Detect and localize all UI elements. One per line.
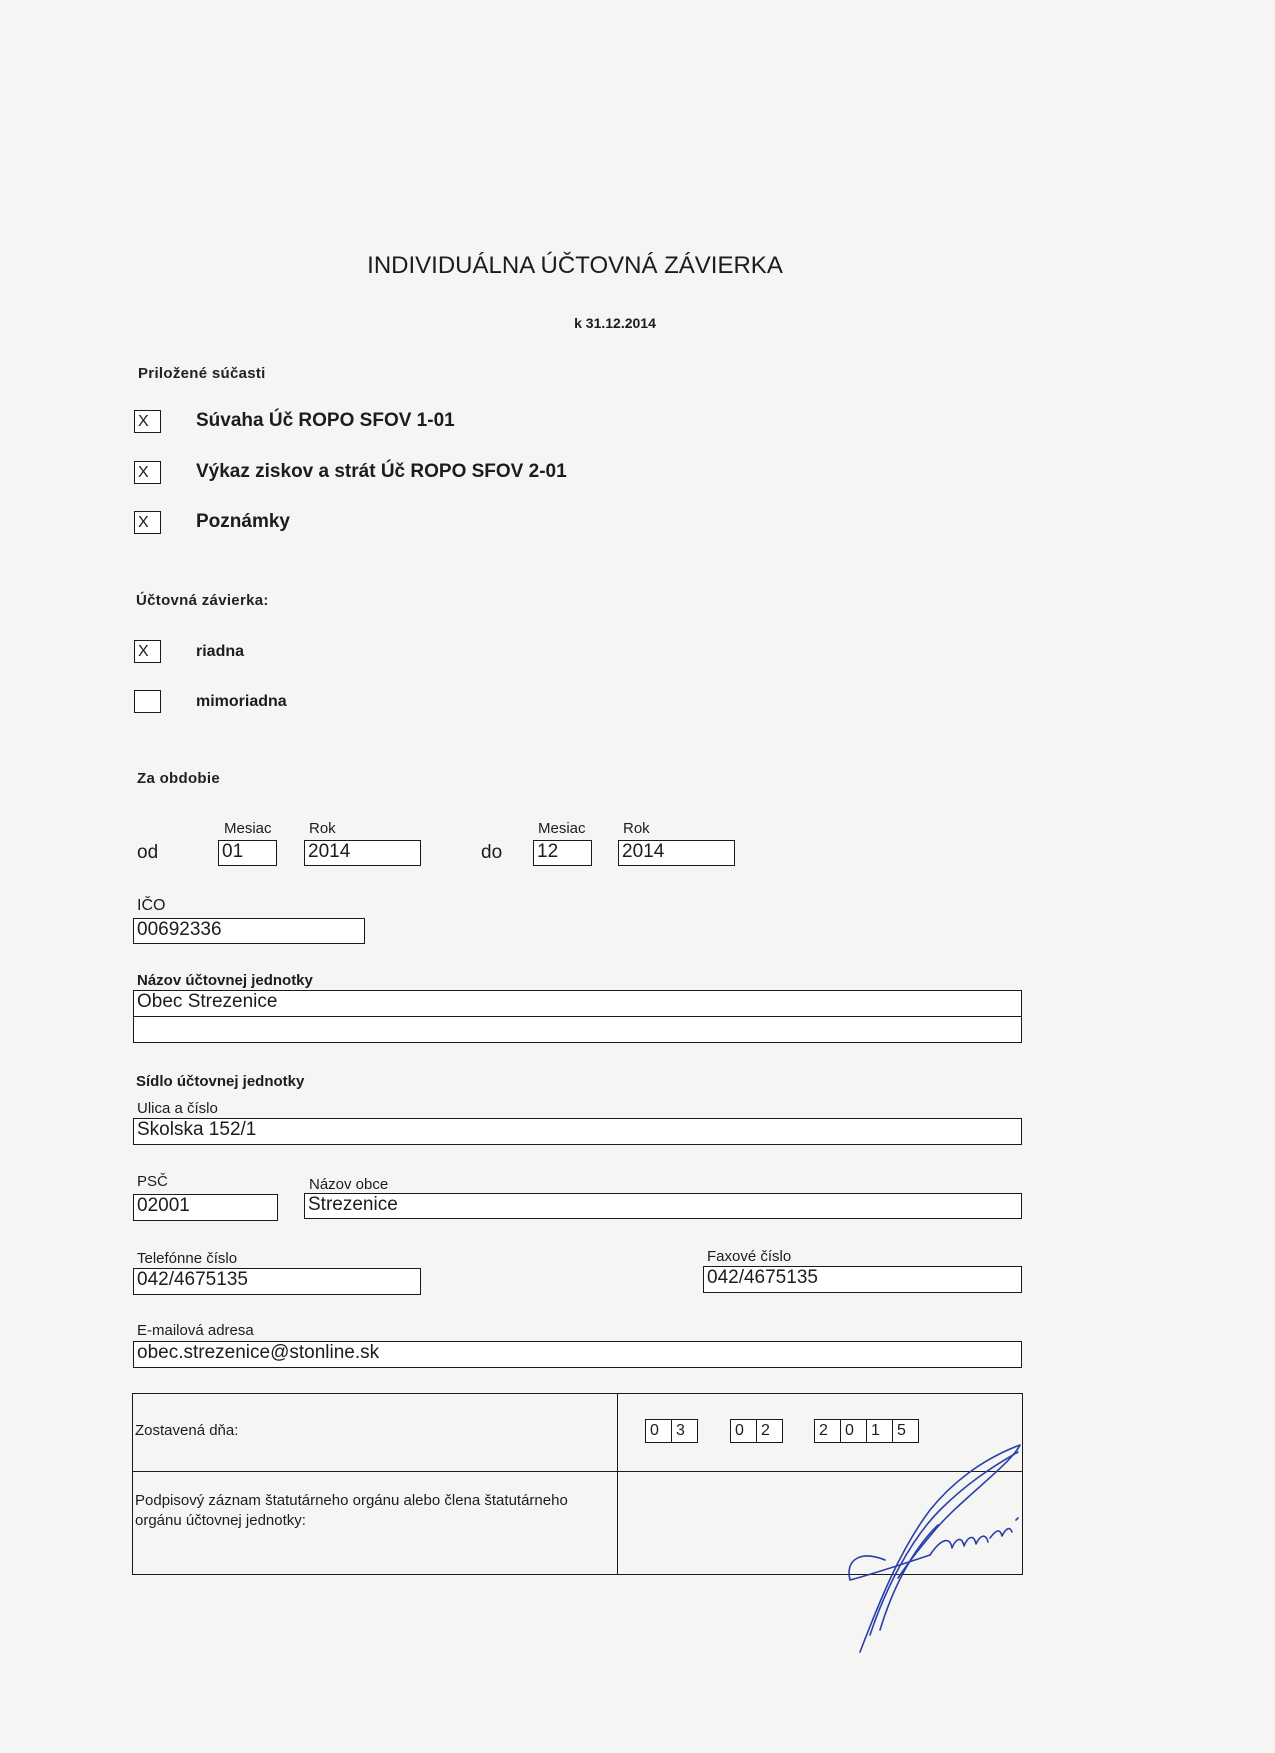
from-year-field[interactable]: 2014 (304, 840, 421, 866)
fax-label: Faxové číslo (707, 1248, 792, 1265)
label-mimoriadna: mimoriadna (196, 693, 287, 710)
compiled-year-digit[interactable]: 0 (840, 1419, 867, 1443)
compiled-day-digit[interactable]: 0 (645, 1419, 672, 1443)
to-month-field[interactable]: 12 (533, 840, 592, 866)
type-heading: Účtovná závierka: (136, 592, 269, 609)
street-label: Ulica a číslo (137, 1100, 218, 1117)
entity-name-line1[interactable]: Obec Strezenice (133, 990, 1022, 1018)
ico-field[interactable]: 00692336 (133, 918, 365, 944)
attached-heading: Priložené súčasti (138, 365, 266, 382)
from-year-label: Rok (309, 820, 336, 837)
fax-field[interactable]: 042/4675135 (703, 1266, 1022, 1293)
from-label: od (137, 842, 159, 863)
compiled-month-digit[interactable]: 2 (756, 1419, 783, 1443)
table-divider-vertical (617, 1393, 618, 1575)
seat-heading: Sídlo účtovnej jednotky (136, 1073, 305, 1090)
phone-label: Telefónne číslo (137, 1250, 238, 1267)
compiled-year-digit[interactable]: 2 (814, 1419, 841, 1443)
street-field[interactable]: Skolska 152/1 (133, 1118, 1022, 1145)
to-year-field[interactable]: 2014 (618, 840, 735, 866)
checkbox-mimoriadna[interactable] (134, 690, 161, 713)
checkbox-vykaz[interactable]: X (134, 461, 161, 484)
handwritten-signature (840, 1440, 1040, 1660)
label-riadna: riadna (196, 643, 245, 660)
to-year-label: Rok (623, 820, 650, 837)
city-label: Názov obce (309, 1176, 389, 1193)
compiled-day-digit[interactable]: 3 (671, 1419, 698, 1443)
label-poznamky: Poznámky (196, 511, 290, 532)
to-month-label: Mesiac (538, 820, 586, 837)
entity-name-label: Názov účtovnej jednotky (137, 972, 313, 989)
document-title: INDIVIDUÁLNA ÚČTOVNÁ ZÁVIERKA (367, 252, 783, 279)
compiled-label: Zostavená dňa: (135, 1422, 239, 1439)
from-month-field[interactable]: 01 (218, 840, 277, 866)
compiled-year-digit[interactable]: 5 (892, 1419, 919, 1443)
psc-label: PSČ (137, 1173, 168, 1190)
checkbox-riadna[interactable]: X (134, 640, 161, 663)
compiled-month-digit[interactable]: 0 (730, 1419, 757, 1443)
document-date: k 31.12.2014 (574, 315, 656, 331)
email-field[interactable]: obec.strezenice@stonline.sk (133, 1341, 1022, 1368)
period-heading: Za obdobie (137, 770, 220, 787)
to-label: do (481, 842, 503, 863)
compiled-year-digit[interactable]: 1 (866, 1419, 893, 1443)
checkbox-poznamky[interactable]: X (134, 511, 161, 534)
from-month-label: Mesiac (224, 820, 272, 837)
ico-label: IČO (137, 897, 166, 914)
entity-name-line2[interactable] (133, 1016, 1022, 1043)
label-suvaha: Súvaha Úč ROPO SFOV 1-01 (196, 410, 455, 431)
email-label: E-mailová adresa (137, 1322, 254, 1339)
psc-field[interactable]: 02001 (133, 1194, 278, 1221)
phone-field[interactable]: 042/4675135 (133, 1268, 421, 1295)
label-vykaz: Výkaz ziskov a strát Úč ROPO SFOV 2-01 (196, 461, 567, 482)
checkbox-suvaha[interactable]: X (134, 410, 161, 433)
city-field[interactable]: Strezenice (304, 1193, 1022, 1219)
signature-label: Podpisový záznam štatutárneho orgánu alebo člena štatutárneho orgánu účtovnej jednotky: (135, 1492, 568, 1529)
